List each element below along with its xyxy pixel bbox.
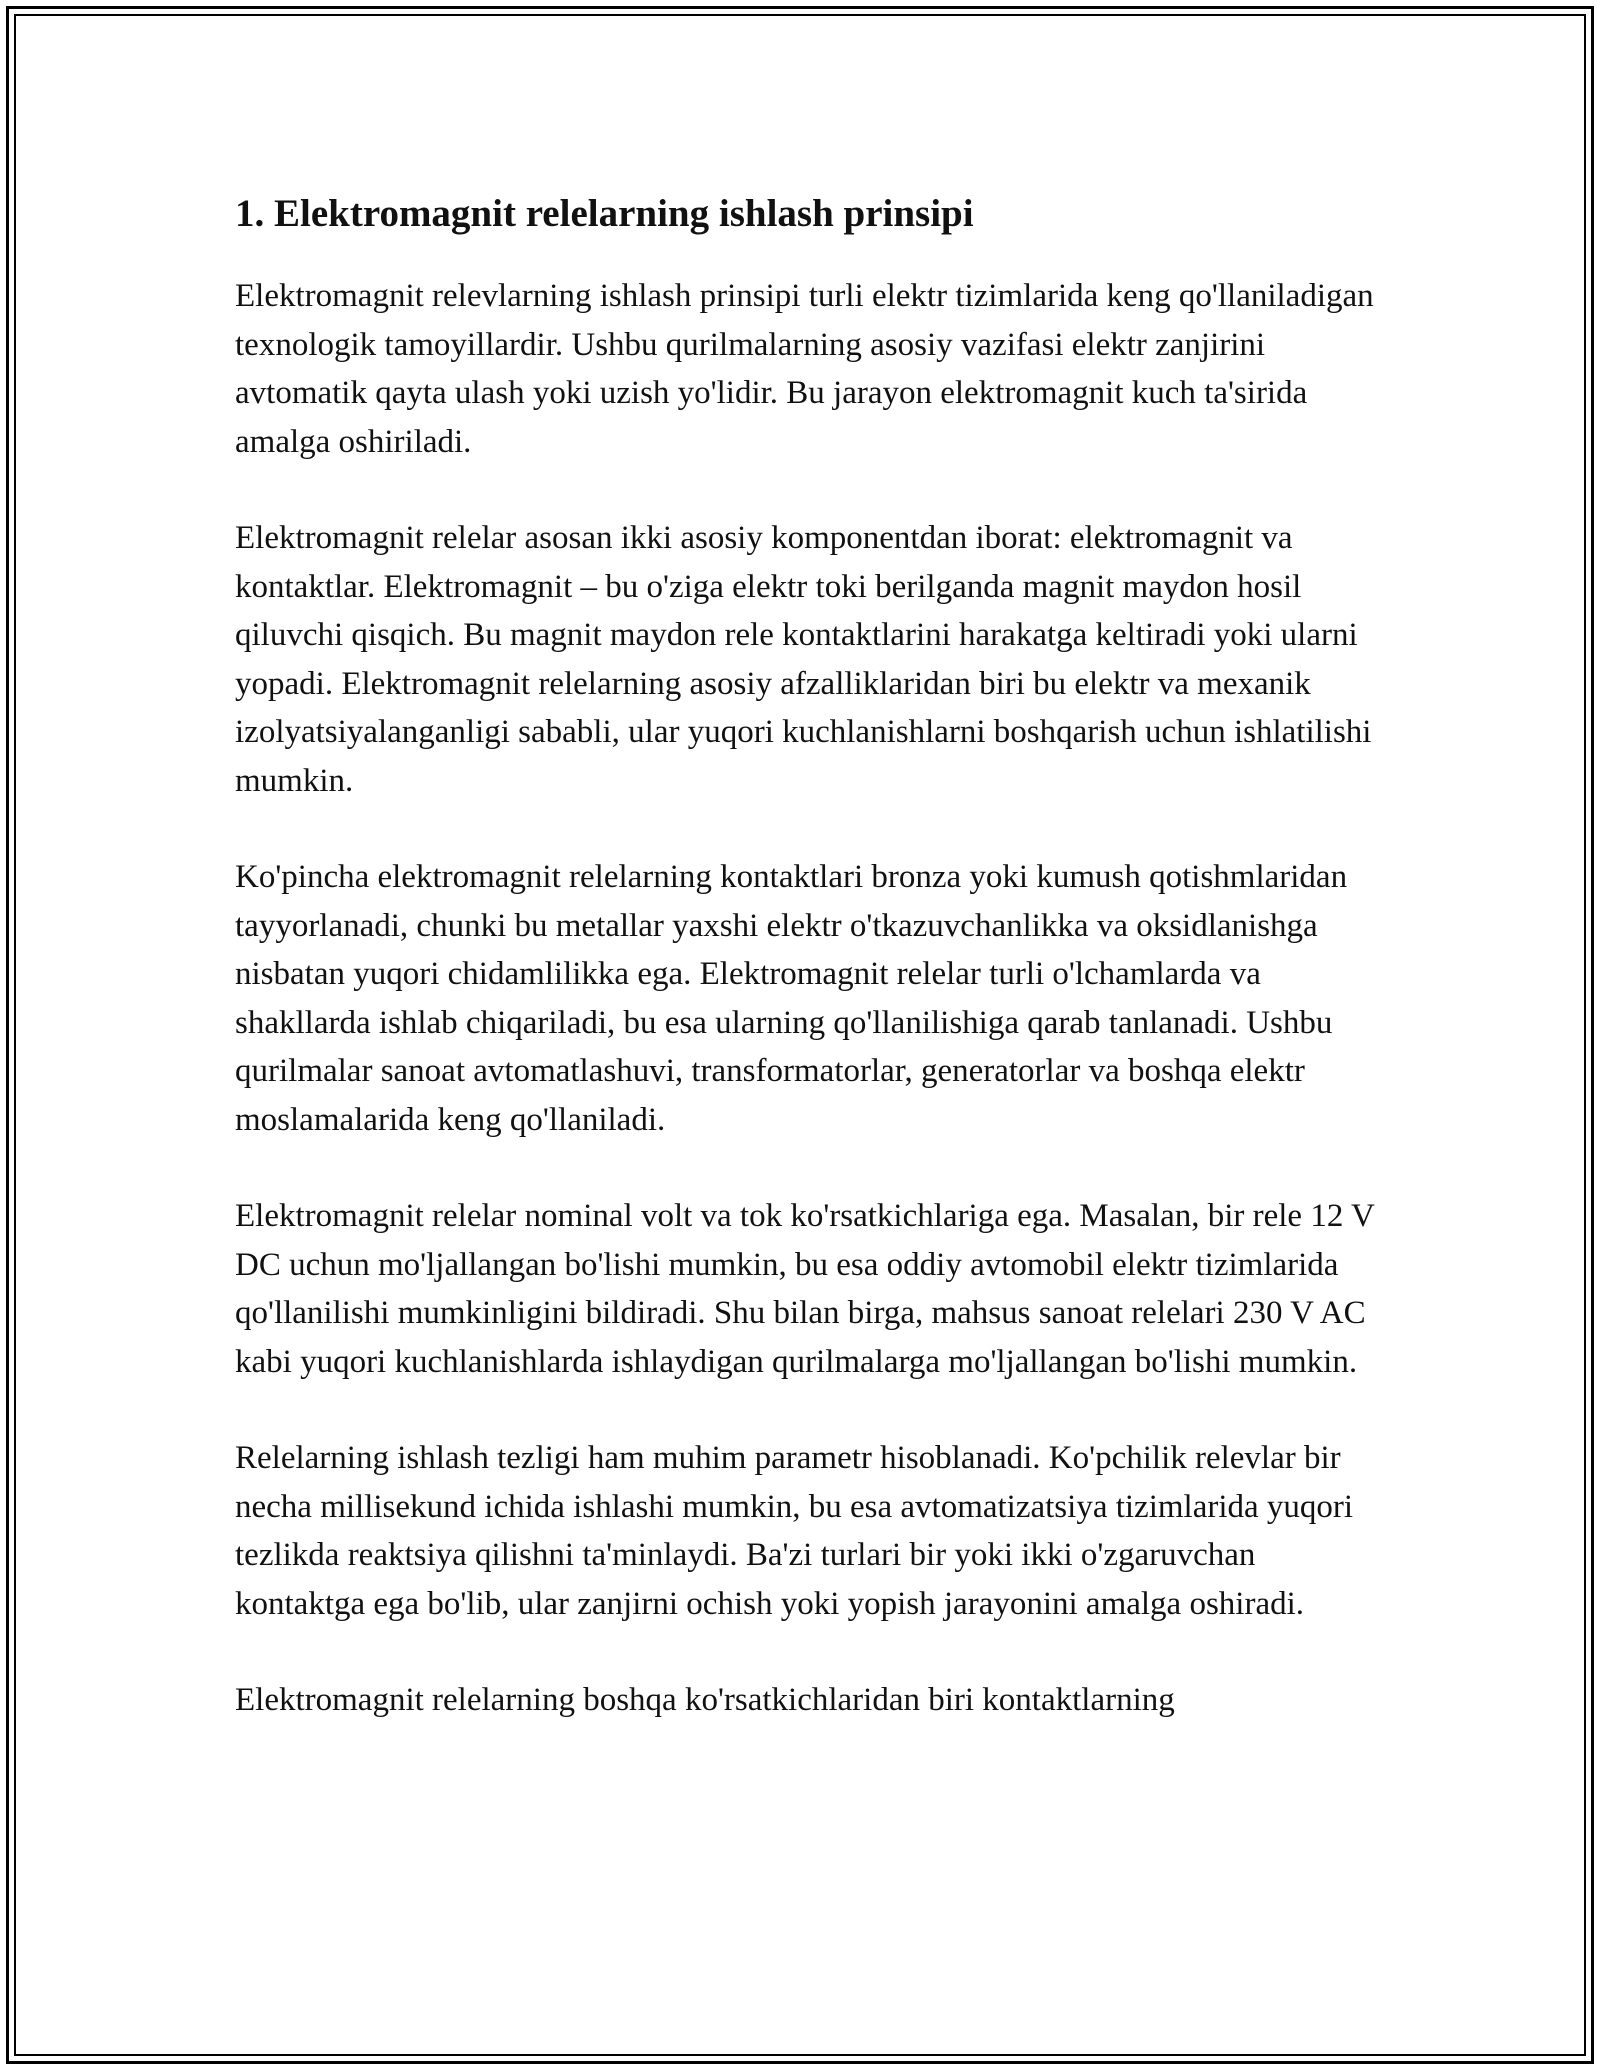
document-body: [235, 184, 1385, 1773]
paragraph-6: Elektromagnit relelarning boshqa ko'rsatkichlaridan biri kontaktlarning: [235, 1682, 1175, 1718]
paragraph-5: Relelarning ishlash tezligi ham muhim parametr hisoblanadi. Ko'pchilik relevlar bir necha millisekund ichida ishlashi mumkin, bu esa avtomatizatsiya tizimlarida yuqori tezlikda reaktsiya qilishni ta'minlaydi. Ba'zi turlari bir yoki ikki o'zgaruvchan kontaktga ega bo'lib, ular zanjirni ochish yoki yopish jarayonini amalga oshiradi.: [235, 1440, 1354, 1622]
paragraph-2: Elektromagnit relelar asosan ikki asosiy komponentdan iborat: elektromagnit va kontaktlar. Elektromagnit – bu o'ziga elektr toki berilganda magnit maydon hosil qiluvchi qisqich. Bu magnit maydon rele kontaktlarini harakatga keltiradi yoki ularni yopadi. Elektromagnit relelarning asosiy afzalliklaridan biri bu elektr va mexanik izolyatsiyalanganligi sababli, ular yuqori kuchlanishlarni boshqarish uchun ishlatilishi mumkin.: [235, 520, 1372, 799]
paragraph-1: Elektromagnit relevlarning ishlash prinsipi turli elektr tizimlarida keng qo'llaniladigan texnologik tamoyillardir. Ushbu qurilmalarning asosiy vazifasi elektr zanjirini avtomatik qayta ulash yoki uzish yo'lidir. Bu jarayon elektromagnit kuch ta'sirida amalga oshiriladi.: [235, 278, 1374, 460]
paragraph-4: Elektromagnit relelar nominal volt va tok ko'rsatkichlariga ega. Masalan, bir rele 12 V DC uchun mo'ljallangan bo'lishi mumkin, bu esa oddiy avtomobil elektr tizimlarida qo'llanilishi mumkinligini bildiradi. Shu bilan birga, mahsus sanoat relelari 230 V AC kabi yuqori kuchlanishlarda ishlaydigan qurilmalarga mo'ljallangan bo'lishi mumkin.: [235, 1198, 1375, 1380]
paragraph-3: Ko'pincha elektromagnit relelarning kontaktlari bronza yoki kumush qotishmlaridan tayyorlanadi, chunki bu metallar yaxshi elektr o'tkazuvchanlikka va oksidlanishga nisbatan yuqori chidamlilikka ega. Elektromagnit relelar turli o'lchamlarda va shakllarda ishlab chiqariladi, bu esa ularning qo'llanilishiga qarab tanlanadi. Ushbu qurilmalar sanoat avtomatlashuvi, transformatorlar, generatorlar va boshqa elektr moslamalarida keng qo'llaniladi.: [235, 859, 1348, 1138]
section-heading: 1. Elektromagnit relelarning ishlash prinsipi: [235, 192, 974, 235]
